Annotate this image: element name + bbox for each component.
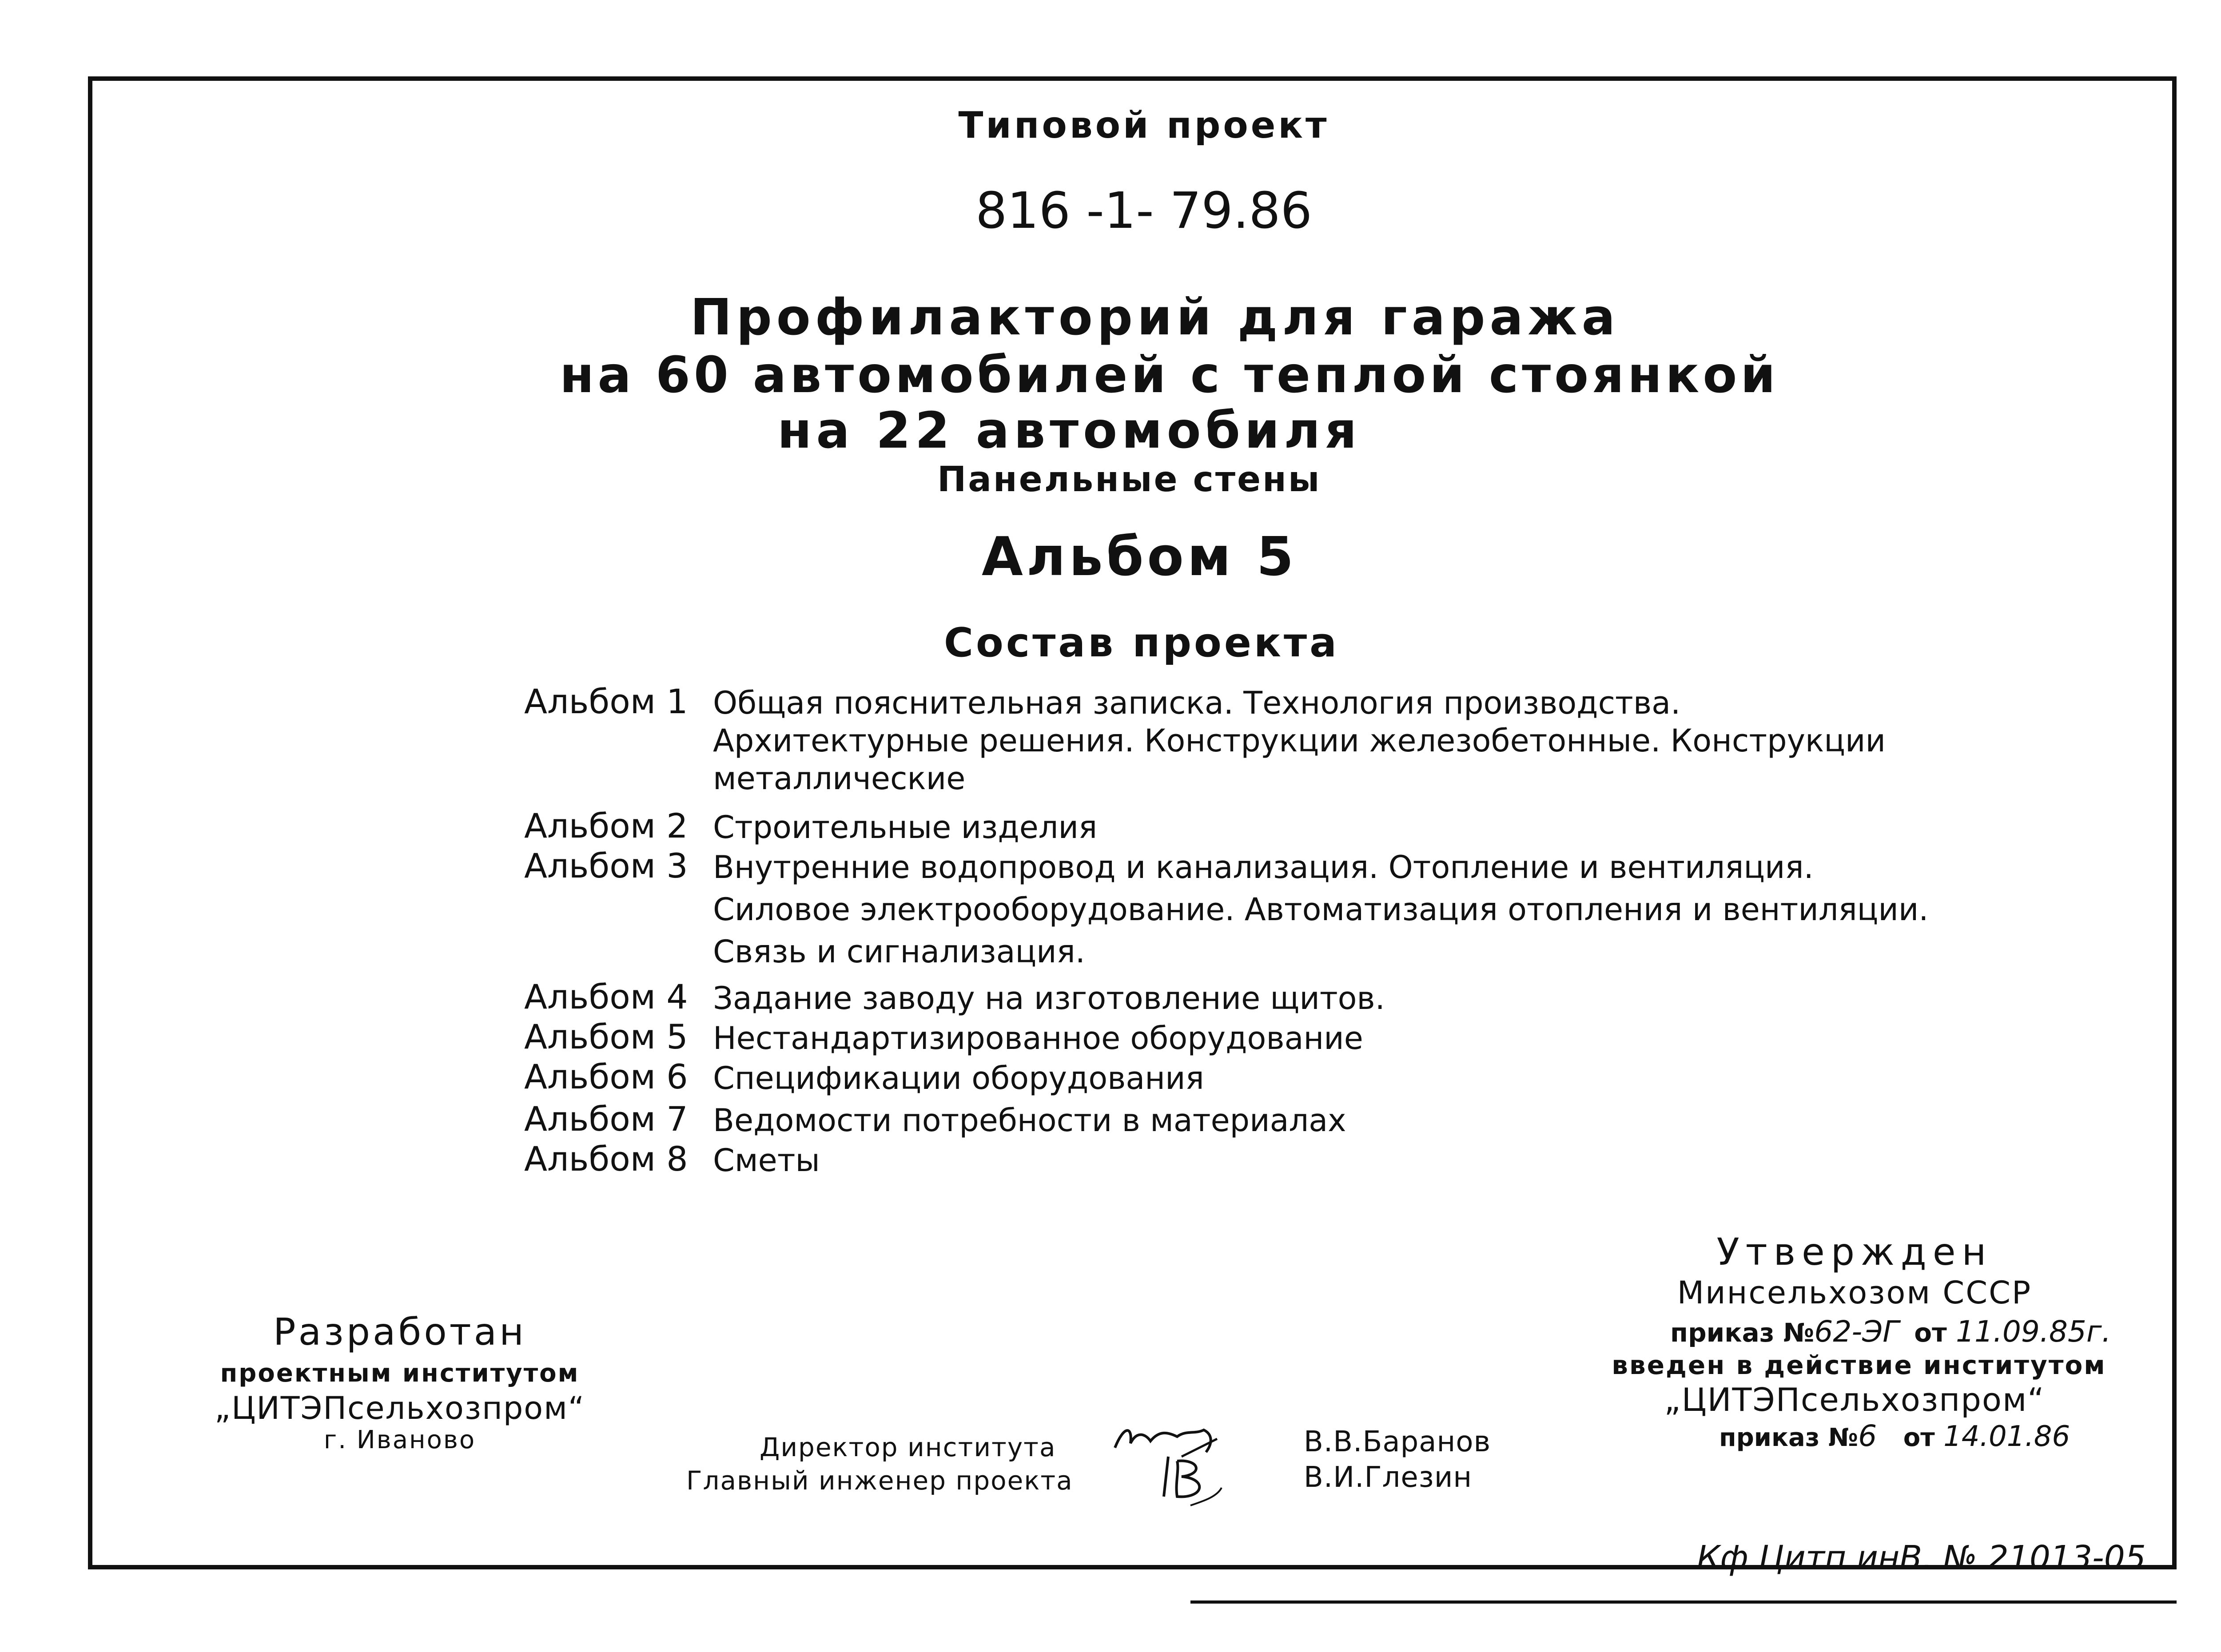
composition-album-label: Альбом 4: [524, 977, 688, 1017]
composition-heading: Состав проекта: [944, 620, 1339, 666]
composition-album-text: Связь и сигнализация.: [713, 933, 1085, 970]
title-line-2: на 60 автомобилей с теплой стоянкой: [560, 346, 1779, 404]
order-label: приказ №: [1719, 1423, 1859, 1452]
composition-album-text: металлические: [713, 760, 966, 797]
composition-album-label: Альбом 5: [524, 1017, 688, 1056]
composition-album-label: Альбом 2: [524, 806, 688, 846]
title-line-3: на 22 автомобиля: [777, 402, 1361, 460]
composition-album-label: Альбом 6: [524, 1057, 688, 1096]
composition-album-text: Задание заводу на изготовление щитов.: [713, 980, 1385, 1017]
composition-album-text: Строительные изделия: [713, 809, 1098, 846]
developed-line-3: г. Иваново: [323, 1426, 476, 1454]
subtitle: Панельные стены: [937, 460, 1321, 500]
approved-ministry: Минсельхозом СССР: [1677, 1275, 2032, 1311]
developed-line-1: проектным институтом: [220, 1359, 580, 1388]
approved-order-2: [1719, 1419, 2070, 1453]
composition-album-label: Альбом 7: [524, 1099, 688, 1139]
approved-enacted: введен в действие институтом: [1612, 1350, 2106, 1380]
document-type-label: Типовой проект: [958, 104, 1329, 147]
composition-album-text: Нестандартизированное оборудование: [713, 1020, 1363, 1056]
order-number: 6: [1858, 1419, 1877, 1453]
album-number: Альбом 5: [982, 526, 1298, 588]
approved-heading: Утвержден: [1716, 1230, 1993, 1274]
order-from: от: [1914, 1318, 1947, 1348]
composition-album-label: Альбом 8: [524, 1139, 688, 1179]
composition-album-text: Силовое электрооборудование. Автоматизация отопления и вентиляции.: [713, 891, 1929, 928]
inventory-number: Кф Цитп инВ. № 21013-05: [1697, 1539, 2146, 1577]
director-name: В.В.Баранов: [1304, 1426, 1491, 1458]
order-number: 62-ЭГ: [1814, 1314, 1899, 1349]
composition-album-text: Общая пояснительная записка. Технология производства.: [713, 685, 1681, 721]
composition-album-text: Ведомости потребности в материалах: [713, 1102, 1346, 1139]
bottom-rule: [1190, 1600, 1590, 1604]
director-title: Директор института: [760, 1432, 1056, 1462]
composition-album-label: Альбом 1: [524, 682, 688, 721]
approved-order-1: [1670, 1314, 2111, 1349]
order-label: приказ №: [1670, 1318, 1815, 1348]
chief-engineer-title: Главный инженер проекта: [686, 1465, 1073, 1496]
project-number: 816 -1- 79.86: [975, 182, 1312, 240]
approved-institute: „ЦИТЭПсельхозпром“: [1664, 1381, 2045, 1418]
developed-heading: Разработан: [273, 1310, 527, 1354]
composition-album-text: Сметы: [713, 1142, 820, 1179]
composition-album-text: Архитектурные решения. Конструкции железобетонные. Конструкции: [713, 723, 1886, 759]
order-date: 11.09.85г.: [1955, 1314, 2111, 1349]
developed-line-2: „ЦИТЭПсельхозпром“: [214, 1390, 585, 1426]
order-from: от: [1903, 1423, 1935, 1452]
title-line-1: Профилакторий для гаража: [690, 289, 1620, 346]
bottom-rule: [1586, 1600, 2177, 1604]
order-date: 14.01.86: [1943, 1420, 2070, 1453]
composition-album-text: Внутренние водопровод и канализация. Отопление и вентиляция.: [713, 849, 1814, 886]
composition-album-text: Спецификации оборудования: [713, 1060, 1204, 1096]
chief-engineer-signature: [1150, 1448, 1226, 1510]
chief-engineer-name: В.И.Глезин: [1304, 1461, 1473, 1494]
composition-album-label: Альбом 3: [524, 846, 688, 886]
